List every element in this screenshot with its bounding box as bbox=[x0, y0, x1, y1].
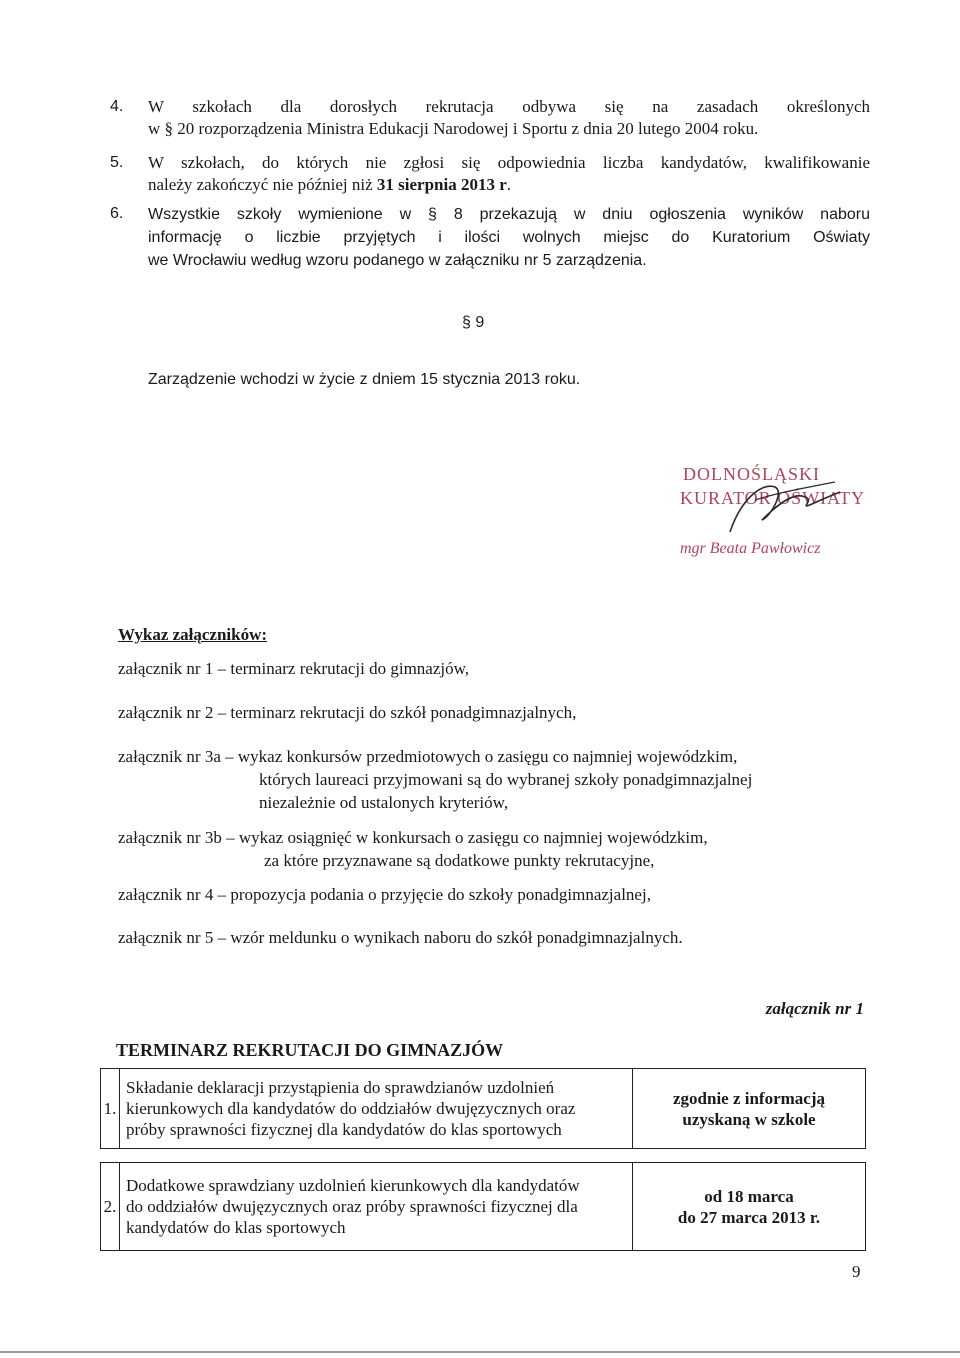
list-item: załącznik nr 5 – wzór meldunku o wynikach naboru do szkół ponadgimnazjalnych. bbox=[118, 928, 683, 947]
item-text-line: informację o liczbie przyjętych i ilości wolnych miejsc do Kuratorium Oświaty bbox=[148, 229, 870, 246]
attachment-label: załącznik nr 5 bbox=[118, 928, 214, 947]
attachment-label: załącznik nr 2 bbox=[118, 703, 214, 722]
page-bottom-edge bbox=[0, 1351, 960, 1353]
annex-label: załącznik nr 1 bbox=[765, 999, 864, 1018]
item-text-line: W szkołach, do których nie zgłosi się odpowiednia liczba kandydatów, kwalifikowanie bbox=[148, 153, 870, 172]
schedule-table bbox=[100, 1068, 866, 1251]
row-date: od 18 marca do 27 marca 2013 r. bbox=[633, 1163, 866, 1251]
item-text-line: Wszystkie szkoły wymienione w § 8 przekazują w dniu ogłoszenia wyników naboru bbox=[148, 206, 870, 223]
row-date: zgodnie z informacją uzyskaną w szkole bbox=[633, 1069, 866, 1149]
stamp-signatory: mgr Beata Pawłowicz bbox=[680, 540, 821, 557]
list-item: załącznik nr 3b – wykaz osiągnięć w konkursach o zasięgu co najmniej wojewódzkim, za które przyznawane są dodatkowe punkty rekrutacyjne, bbox=[118, 828, 708, 870]
attachment-label: załącznik nr 3a bbox=[118, 747, 221, 766]
list-item: załącznik nr 4 – propozycja podania o przyjęcie do szkoły ponadgimnazjalnej, bbox=[118, 885, 651, 904]
signature-icon bbox=[700, 462, 850, 542]
row-description: Dodatkowe sprawdziany uzdolnień kierunkowych dla kandydatów do oddziałów dwujęzycznych oraz próby sprawności fizycznej dla kandydatów do klas sportowych bbox=[120, 1163, 633, 1251]
item-number: 4. bbox=[110, 98, 124, 115]
table-row bbox=[101, 1069, 866, 1149]
attachment-label: załącznik nr 1 bbox=[118, 659, 214, 678]
page-number: 9 bbox=[852, 1262, 861, 1281]
item-number: 6. bbox=[110, 205, 124, 222]
list-item: załącznik nr 3a – wykaz konkursów przedmiotowych o zasięgu co najmniej wojewódzkim, których laureaci przyjmowani są do wybranej szkoły ponadgimnazjalnej niezależnie od ustalonych kryteriów, bbox=[118, 747, 753, 812]
section-text: Zarządzenie wchodzi w życie z dniem 15 stycznia 2013 roku. bbox=[148, 371, 581, 388]
attachment-label: załącznik nr 3b bbox=[118, 828, 222, 847]
annex-title: TERMINARZ REKRUTACJI DO GIMNAZJÓW bbox=[116, 1040, 504, 1060]
list-item: załącznik nr 2 – terminarz rekrutacji do szkół ponadgimnazjalnych, bbox=[118, 703, 577, 722]
attachment-label: załącznik nr 4 bbox=[118, 885, 214, 904]
section-heading: § 9 bbox=[462, 314, 485, 331]
item-number: 5. bbox=[110, 154, 124, 171]
list-item: załącznik nr 1 – terminarz rekrutacji do gimnazjów, bbox=[118, 659, 470, 678]
attachments-heading: Wykaz załączników: bbox=[118, 625, 268, 644]
item-text-line: w § 20 rozporządzenia Ministra Edukacji Narodowej i Sportu z dnia 20 lutego 2004 roku. bbox=[148, 119, 759, 138]
stamp-line-1: DOLNOŚLĄSKI bbox=[683, 464, 820, 484]
deadline-date: 31 sierpnia 2013 r bbox=[376, 175, 507, 194]
table-row bbox=[101, 1163, 866, 1251]
item-text-line: W szkołach dla dorosłych rekrutacja odbywa się na zasadach określonych bbox=[148, 97, 870, 116]
row-number: 1. bbox=[101, 1069, 120, 1149]
table-spacer-row bbox=[101, 1149, 866, 1163]
stamp-line-2: KURATOR OŚWIATY bbox=[680, 488, 866, 508]
item-text-line: należy zakończyć nie później niż 31 sierpnia 2013 r. bbox=[148, 175, 512, 194]
row-description: Składanie deklaracji przystąpienia do sprawdzianów uzdolnień kierunkowych dla kandydatów do oddziałów dwujęzycznych oraz próby sprawności fizycznej dla kandydatów do klas sportowych bbox=[120, 1069, 633, 1149]
row-number: 2. bbox=[101, 1163, 120, 1251]
item-text-line: we Wrocławiu według wzoru podanego w załączniku nr 5 zarządzenia. bbox=[148, 252, 647, 269]
